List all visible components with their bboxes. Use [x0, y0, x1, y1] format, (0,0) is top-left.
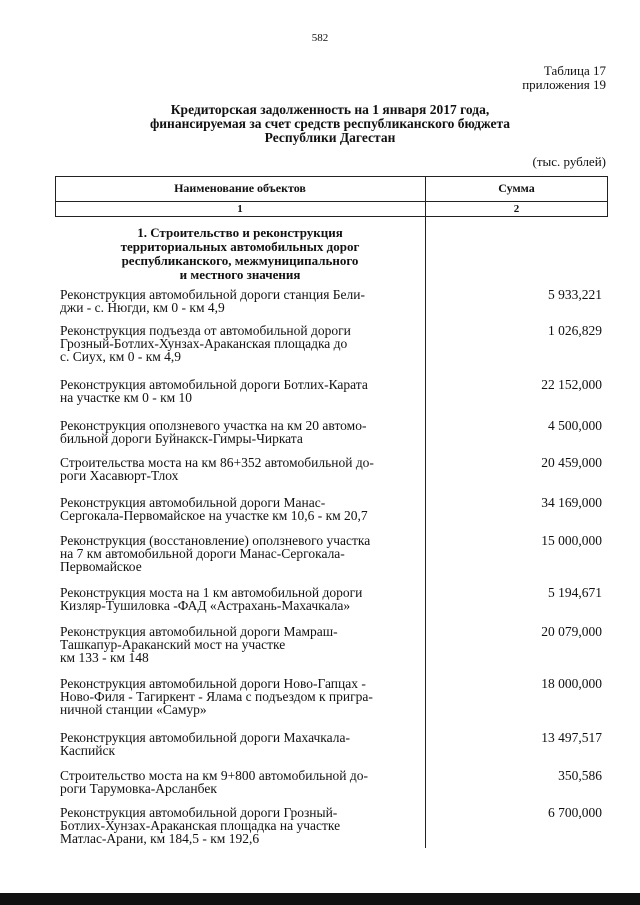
table-row-amount: 4 500,000 — [548, 418, 602, 433]
table-row-name — [60, 625, 420, 664]
page-number: 582 — [311, 32, 329, 44]
row-line: бильной дороги Буйнакск-Гимры-Чирката — [60, 431, 303, 446]
table-row-name — [60, 456, 420, 482]
row-line: Ташкапур-Араканский мост на участке — [60, 637, 286, 652]
column-number-bottom-border — [55, 216, 608, 217]
table-row-name — [60, 731, 420, 757]
row-line: Первомайское — [60, 559, 142, 574]
section-heading — [55, 226, 425, 282]
title-line-1: Кредиторская задолженность на 1 января 2017 года, — [170, 102, 490, 117]
row-line: Строительства моста на км 86+352 автомобильной до- — [60, 455, 374, 470]
row-line: Ботлих-Хунзах-Араканская площадка на участке — [60, 818, 341, 833]
row-line: на 7 км автомобильной дороги Манас-Сергокала- — [60, 546, 345, 561]
document-title — [60, 103, 600, 145]
row-line: Реконструкция автомобильной дороги станция Бели- — [60, 287, 366, 302]
row-line: джи - с. Нюгди, км 0 - км 4,9 — [60, 300, 225, 315]
section-line-4: и местного значения — [179, 267, 301, 282]
header-bottom-border — [55, 201, 608, 202]
table-row-amount: 18 000,000 — [541, 676, 602, 691]
table-row-name — [60, 534, 420, 573]
table-ref-line-1: Таблица 17 — [543, 63, 606, 78]
row-line: ничной станции «Самур» — [60, 702, 207, 717]
table-row-amount: 13 497,517 — [541, 730, 602, 745]
table-row-name — [60, 806, 420, 845]
row-line: Сергокала-Первомайское на участке км 10,6 - км 20,7 — [60, 508, 368, 523]
table-row-name — [60, 378, 420, 404]
table-row-name — [60, 496, 420, 522]
row-line: Реконструкция автомобильной дороги Ново-Гапцах - — [60, 676, 366, 691]
table-row-name — [60, 288, 420, 314]
title-line-3: Республики Дагестан — [264, 130, 396, 145]
section-line-2: территориальных автомобильных дорог — [120, 239, 360, 254]
table-row-amount: 20 079,000 — [541, 624, 602, 639]
table-row-amount: 5 933,221 — [548, 287, 602, 302]
row-line: с. Сиух, км 0 - км 4,9 — [60, 349, 182, 364]
table-reference — [522, 64, 606, 92]
row-line: Реконструкция оползневого участка на км 20 автомо- — [60, 418, 367, 433]
row-line: Каспийск — [60, 743, 116, 758]
table-row-amount: 15 000,000 — [541, 533, 602, 548]
section-line-3: республиканского, межмуниципального — [121, 253, 359, 268]
table-row-amount: 6 700,000 — [548, 805, 602, 820]
table-row-name — [60, 324, 420, 363]
row-line: Матлас-Арани, км 184,5 - км 192,6 — [60, 831, 260, 846]
row-line: Строительство моста на км 9+800 автомобильной до- — [60, 768, 369, 783]
section-line-1: 1. Строительство и реконструкция — [137, 225, 343, 240]
table-ref-line-2: приложения 19 — [522, 77, 606, 92]
row-line: Реконструкция (восстановление) оползневого участка — [60, 533, 371, 548]
title-line-2: финансируемая за счет средств республиканского бюджета — [149, 116, 511, 131]
table-top-border — [55, 176, 608, 177]
row-line: Реконструкция подъезда от автомобильной дороги — [60, 323, 351, 338]
row-line: Реконструкция автомобильной дороги Махачкала- — [60, 730, 350, 745]
row-line: на участке км 0 - км 10 — [60, 390, 193, 405]
row-line: Реконструкция автомобильной дороги Ботлих-Карата — [60, 377, 368, 392]
row-line: роги Хасавюрт-Тлох — [60, 468, 179, 483]
column-number-2: 2 — [513, 203, 520, 215]
header-object-name: Наименование объектов — [174, 181, 306, 195]
table-row-amount: 20 459,000 — [541, 455, 602, 470]
table-row-amount: 350,586 — [558, 768, 602, 783]
row-line: Реконструкция автомобильной дороги Мамраш- — [60, 624, 338, 639]
table-row-name — [60, 769, 420, 795]
table-row-name — [60, 677, 420, 716]
table-row-amount: 1 026,829 — [548, 323, 602, 338]
row-line: Реконструкция автомобильной дороги Грозный- — [60, 805, 338, 820]
row-line: Реконструкция автомобильной дороги Манас- — [60, 495, 326, 510]
header-amount: Сумма — [498, 181, 535, 195]
table-row-amount: 34 169,000 — [541, 495, 602, 510]
scan-edge-bar — [0, 893, 640, 905]
row-line: км 133 - км 148 — [60, 650, 149, 665]
row-line: Ново-Филя - Тагиркент - Ялама с подъездом к пригра- — [60, 689, 373, 704]
table-row-amount: 22 152,000 — [541, 377, 602, 392]
column-number-1: 1 — [237, 203, 243, 215]
table-row-amount: 5 194,671 — [548, 585, 602, 600]
table-row-name — [60, 586, 420, 612]
column-divider — [425, 176, 426, 848]
table-row-name — [60, 419, 420, 445]
units-label: (тыс. рублей) — [532, 154, 606, 169]
row-line: Кизляр-Тушиловка -ФАД «Астрахань-Махачкала» — [60, 598, 351, 613]
row-line: Грозный-Ботлих-Хунзах-Араканская площадка до — [60, 336, 348, 351]
row-line: роги Тарумовка-Арсланбек — [60, 781, 217, 796]
row-line: Реконструкция моста на 1 км автомобильной дороги — [60, 585, 363, 600]
